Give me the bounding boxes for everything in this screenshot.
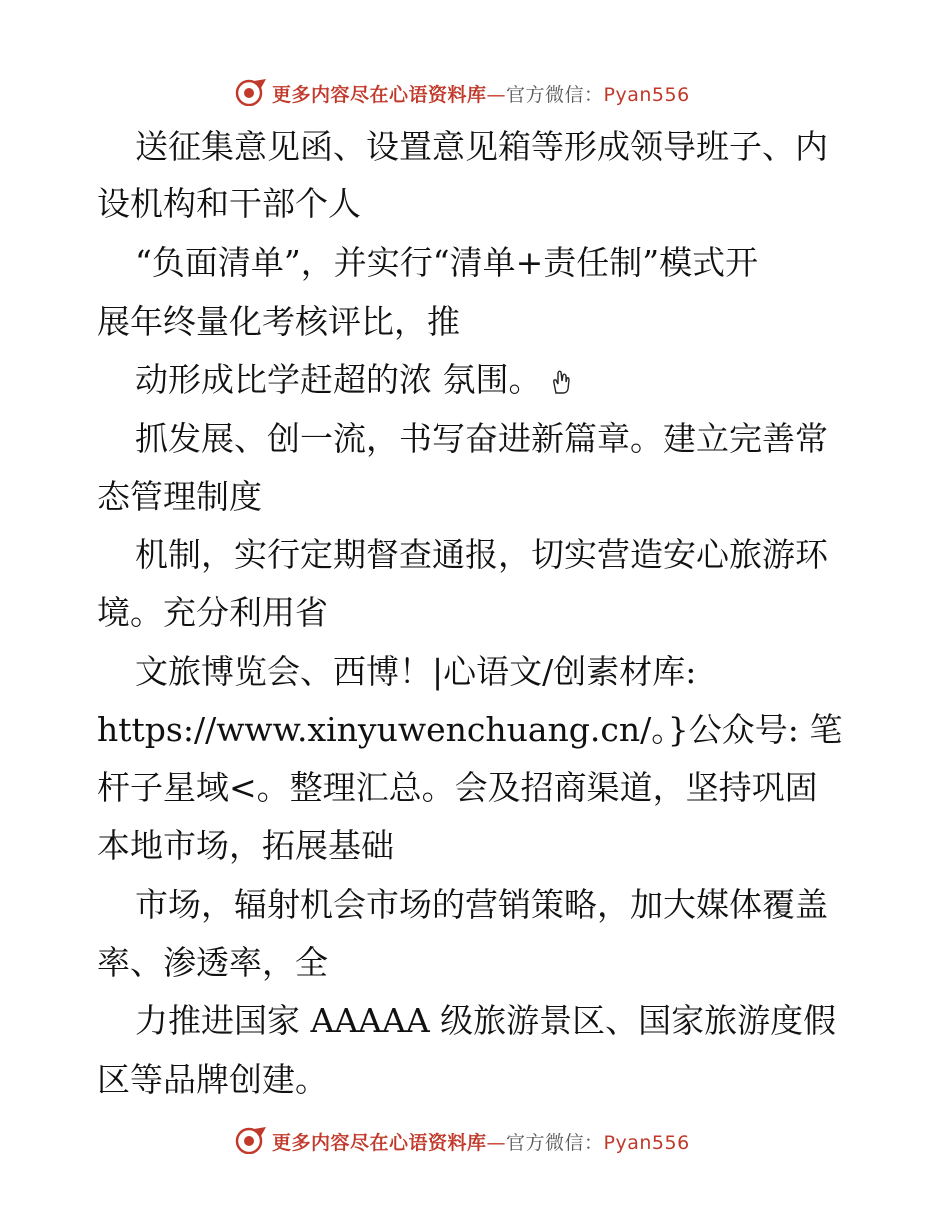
banner-wechat-label: 官方微信： bbox=[506, 1132, 604, 1154]
banner-label: 更多内容尽在心语资料库 bbox=[272, 84, 487, 106]
text-line: “负面清单”，并实行“清单+责任制”模式开 bbox=[135, 243, 759, 282]
text-line: 杆子星域<。整理汇总。会及招商渠道，坚持巩固 bbox=[97, 768, 818, 807]
text-line: 送征集意见函、设置意见箱等形成领导班子、内 bbox=[135, 127, 828, 166]
text-line: 动形成比学赶超的浓 氛围。 bbox=[135, 360, 542, 399]
logo-icon bbox=[234, 78, 268, 106]
text-line: 态管理制度 bbox=[97, 477, 262, 516]
banner-label: 更多内容尽在心语资料库 bbox=[272, 1132, 487, 1154]
banner-wechat-id: Pyan556 bbox=[603, 1132, 690, 1154]
hand-icon bbox=[550, 369, 572, 395]
text-line: 本地市场，拓展基础 bbox=[97, 826, 394, 865]
text-line: 区等品牌创建。 bbox=[97, 1060, 328, 1099]
banner-text bbox=[272, 1128, 690, 1155]
text-line: 展年终量化考核评比，推 bbox=[97, 302, 460, 341]
banner-wechat-label: 官方微信： bbox=[506, 84, 604, 106]
text-line: 设机构和干部个人 bbox=[97, 184, 361, 223]
banner-dash: — bbox=[486, 84, 507, 106]
text-line: 市场，辐射机会市场的营销策略，加大媒体覆盖 bbox=[135, 885, 828, 924]
text-line: https://www.xinyuwenchuang.cn/。}公众号: 笔 bbox=[97, 710, 843, 749]
text-line: 抓发展、创一流，书写奋进新篇章。建立完善常 bbox=[135, 419, 828, 458]
text-line: 文旅博览会、西博！|心语文/创素材库: bbox=[135, 652, 697, 691]
banner-text bbox=[272, 80, 690, 107]
header-banner bbox=[0, 72, 950, 112]
banner-dash: — bbox=[486, 1132, 507, 1154]
text-line-with-icon bbox=[135, 360, 572, 400]
text-line: 境。充分利用省 bbox=[97, 593, 328, 632]
text-line: 机制，实行定期督查通报，切实营造安心旅游环 bbox=[135, 535, 828, 574]
banner-wechat-id: Pyan556 bbox=[603, 84, 690, 106]
logo-icon bbox=[234, 1126, 268, 1154]
text-line: 力推进国家 AAAAA 级旅游景区、国家旅游度假 bbox=[135, 1001, 837, 1040]
footer-banner bbox=[0, 1120, 950, 1160]
text-line: 率、渗透率，全 bbox=[97, 943, 328, 982]
